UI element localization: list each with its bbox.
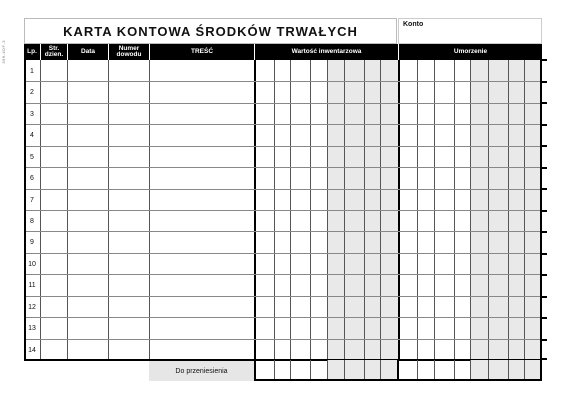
table-header [24, 44, 542, 60]
margin-tick [542, 317, 547, 319]
margin-tick [542, 358, 547, 360]
table-right-border [540, 60, 542, 381]
row-number: 10 [28, 261, 36, 268]
header-lp: Lp. [27, 47, 37, 55]
margin-tick [542, 210, 547, 212]
margin-tick [542, 296, 547, 298]
header-tresc: TREŚĆ [190, 47, 214, 55]
margin-tick [542, 81, 547, 83]
carry-over-umorzenie-field[interactable] [397, 360, 542, 381]
form-code: 396-4DF-3 [1, 40, 6, 64]
row-number: 9 [30, 239, 34, 246]
row-number: 6 [30, 175, 34, 182]
row-number: 5 [30, 154, 34, 161]
row-number: 11 [28, 282, 36, 289]
table-body[interactable] [24, 60, 542, 360]
row-number: 7 [30, 197, 34, 204]
row-number: 12 [28, 304, 36, 311]
printer-imprint [1, 255, 5, 256]
row-number: 14 [28, 347, 36, 354]
form-title: KARTA KONTOWA ŚRODKÓW TRWAŁYCH [24, 18, 397, 44]
header-numer-dowodu: Numer dowodu [116, 44, 142, 58]
row-number: 1 [30, 68, 34, 75]
header-str-dzien: Str. dzien. [44, 44, 64, 58]
margin-tick [542, 231, 547, 233]
row-number: 3 [30, 111, 34, 118]
konto-label: Konto [403, 21, 424, 28]
margin-tick [542, 124, 547, 126]
header-umorzenie: Umorzenie [453, 47, 488, 55]
margin-tick [542, 145, 547, 147]
margin-tick [542, 253, 547, 255]
row-number: 4 [30, 132, 34, 139]
margin-tick [542, 59, 547, 61]
margin-tick [542, 274, 547, 276]
carry-over-label: Do przeniesienia [149, 361, 254, 381]
row-number: 2 [30, 89, 34, 96]
margin-tick [542, 339, 547, 341]
konto-field[interactable] [398, 18, 542, 44]
row-number: 13 [28, 325, 36, 332]
margin-tick [542, 188, 547, 190]
margin-tick [542, 102, 547, 104]
header-data: Data [80, 47, 96, 55]
row-number: 8 [30, 218, 34, 225]
header-wartosc-inwentarzowa: Wartość inwentarzowa [291, 47, 362, 55]
margin-tick [542, 167, 547, 169]
carry-over-wartosc-field[interactable] [254, 360, 399, 381]
table-left-border [24, 60, 26, 361]
